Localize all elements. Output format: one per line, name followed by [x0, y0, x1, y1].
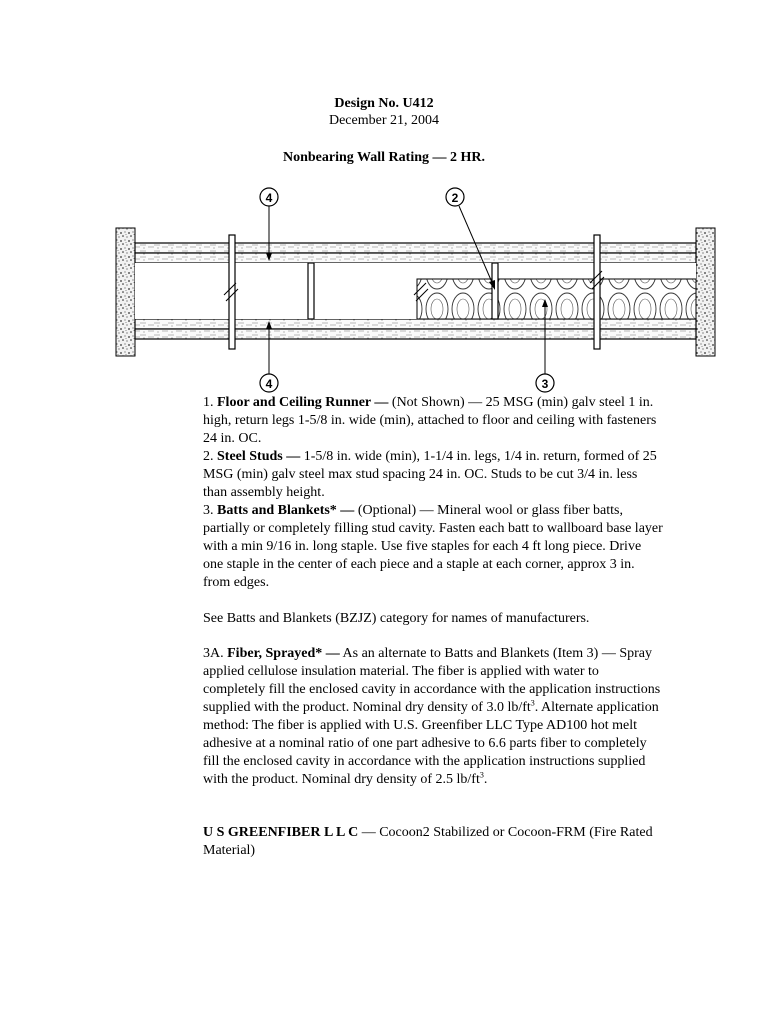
item-number: 2. — [203, 449, 214, 464]
item-1 — [203, 394, 663, 448]
item-number: 1. — [203, 395, 214, 410]
item-number: 3. — [203, 503, 214, 518]
item-title: Batts and Blankets* — — [217, 503, 355, 518]
item-text: (Not Shown) — 25 MSG (min) galv steel 1 in. high, return legs 1-5/8 in. wide (min), attached to floor and ceiling with fasteners 24 in. OC. — [203, 395, 657, 446]
callout-label: 3 — [541, 377, 549, 391]
item-2 — [203, 448, 663, 502]
item-number: 3A. — [203, 646, 224, 661]
manufacturer-products: — Cocoon2 Stabilized or Cocoon-FRM (Fire Rated Material) — [203, 825, 653, 858]
wall-assembly-drawing — [112, 183, 717, 395]
item-3a — [203, 645, 663, 789]
design-number: Design No. U412 — [334, 96, 434, 111]
item-list — [203, 394, 663, 592]
item-title: Steel Studs — — [217, 449, 301, 464]
callout-label: 2 — [451, 191, 459, 205]
manufacturer-listing — [203, 824, 663, 860]
item-text: (Optional) — Mineral wool or glass fiber batts, partially or completely filling stud cavity. Fasten each batt to wallboard base layer with a min 9/16 in. long staple. Use five staples for each 4 ft long piece. Drive one staple in the center of each piece and a staple at each corner, approx 3 in. from edges. — [203, 503, 663, 590]
superscript: 3 — [530, 698, 535, 708]
item-text: 1-5/8 in. wide (min), 1-1/4 in. legs, 1/4 in. return, formed of 25 MSG (min) galv steel max stud spacing 24 in. OC. Studs to be cut 3/4 in. less than assembly height. — [203, 449, 657, 500]
callout-label: 4 — [265, 377, 273, 391]
item-text: As an alternate to Batts and Blankets (Item 3) — Spray applied cellulose insulation material. The fiber is applied with water to completely fill the enclosed cavity in accordance with the application instructions supplied with the product. Nominal dry density of 3.0 lb/ft — [203, 646, 661, 715]
see-also-note: See Batts and Blankets (BZJZ) category for names of manufacturers. — [203, 611, 590, 626]
item-title: Floor and Ceiling Runner — — [217, 395, 389, 410]
item-3 — [203, 502, 663, 592]
superscript: 3 — [479, 770, 484, 780]
item-title: Fiber, Sprayed* — — [227, 646, 340, 661]
item-text: . Alternate application method: The fiber is applied with U.S. Greenfiber LLC Type AD100 hot melt adhesive at a nominal ratio of one part adhesive to 6.6 parts fiber to completely fill the enclosed cavity in accordance with the application instructions supplied with the product. Nominal dry density of 2.5 lb/ft — [203, 700, 659, 787]
item-text: . — [483, 772, 488, 787]
design-date: December 21, 2004 — [328, 113, 440, 128]
rating-title: Nonbearing Wall Rating — 2 HR. — [283, 150, 485, 165]
manufacturer-name: U S GREENFIBER L L C — [203, 825, 359, 840]
callout-label: 4 — [265, 191, 273, 205]
